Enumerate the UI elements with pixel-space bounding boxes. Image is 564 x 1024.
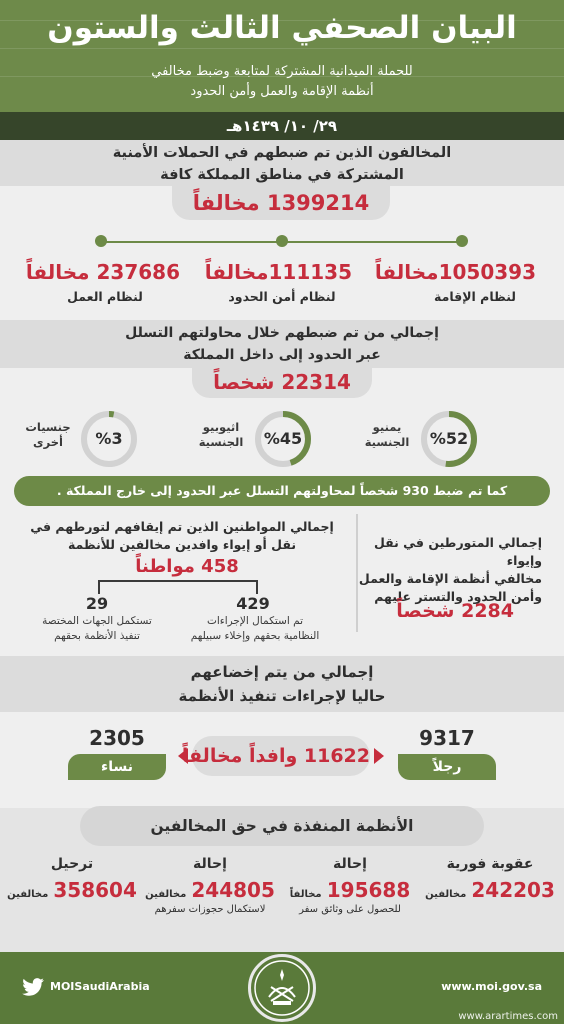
right-arrow-icon — [374, 748, 384, 764]
referral-booking-value: 244805 — [191, 878, 275, 902]
ring-yemeni-pct: %52 — [429, 429, 469, 448]
twitter-icon[interactable] — [22, 978, 44, 996]
section2-total-pill — [192, 366, 372, 398]
section4-heading — [0, 656, 564, 712]
ring-ethiopian-label — [192, 420, 250, 450]
ring-ethiopian-pct: %45 — [263, 429, 303, 448]
penalty-value: 242203 — [471, 878, 555, 902]
ring-ethiopian-label-line2: الجنسية — [198, 435, 244, 449]
timeline-dot — [95, 235, 107, 247]
exit-note-bar: كما تم ضبط 930 شخصاً لمحاولتهم التسلل عبر الحدود إلى خارج المملكة . — [14, 476, 550, 506]
sub-left-num: 29 — [85, 594, 109, 613]
ring-other-pct: %3 — [95, 429, 123, 448]
section1-heading — [0, 140, 564, 186]
deportation-row — [4, 878, 140, 902]
citizens-line1: إجمالي المواطنين الذين تم إيقافهم لتورطهم في — [30, 519, 334, 534]
header-pattern-line — [0, 48, 564, 49]
labor-label: لنظام العمل — [67, 289, 143, 304]
sub-right-num: 429 — [236, 594, 270, 613]
section4-heading-line1: إجمالي من يتم إخضاعهم — [190, 663, 374, 681]
ring-yemeni-label-line2: الجنسية — [364, 435, 410, 449]
referral-docs-item — [280, 856, 420, 915]
sub-right-line2: النظامية بحقهم وإخلاء سبيلهم — [190, 630, 320, 642]
section1-heading-line2: المشتركة في مناطق المملكة كافة — [160, 167, 404, 183]
timeline-dot — [276, 235, 288, 247]
residency-label: لنظام الإقامة — [434, 289, 516, 304]
ring-ethiopian-label-line1: اثيوبيو — [202, 420, 240, 434]
section2-total: 22314 شخصاً — [213, 370, 351, 394]
ring-other — [80, 410, 138, 468]
deportation-title: ترحيل — [50, 856, 94, 872]
penalty-row — [420, 878, 560, 902]
section4-total-pill — [181, 736, 370, 776]
section1-total: 1399214 مخالفاً — [192, 191, 370, 215]
section2-heading-line2: عبر الحدود إلى داخل المملكة — [183, 347, 381, 363]
header-band — [0, 0, 564, 112]
men-label: رجلاً — [398, 754, 496, 780]
section1-total-pill — [172, 186, 390, 220]
ring-other-label-line2: أخرى — [33, 435, 63, 449]
referral-docs-note: للحصول على وثائق سفر — [299, 904, 401, 915]
subtitle-line2: أنظمة الإقامة والعمل وأمن الحدود — [190, 84, 374, 99]
referral-booking-note: لاستكمال حجوزات سفرهم — [154, 904, 266, 915]
ring-yemeni — [420, 410, 478, 468]
referral-booking-row — [140, 878, 280, 902]
section2-heading — [0, 320, 564, 368]
section5-heading: الأنظمة المنفذة في حق المخالفين — [80, 806, 484, 846]
women-count: 2305 — [89, 726, 145, 750]
referral-docs-unit: مخالفاً — [289, 889, 322, 900]
ring-other-label-line1: جنسيات — [25, 420, 71, 434]
referral-booking-title: إحالة — [193, 856, 227, 872]
footer — [0, 952, 564, 1024]
referral-docs-title: إحالة — [333, 856, 367, 872]
ring-ethiopian — [254, 410, 312, 468]
sub-left-line2: تنفيذ الأنظمة بحقهم — [54, 630, 140, 642]
involved-line3: وأمن الحدود والتستر عليهم — [374, 589, 542, 604]
section1-heading-line1: المخالفون الذين تم ضبطهم في الحملات الأمنية — [112, 145, 452, 161]
border-label: لنظام أمن الحدود — [228, 289, 336, 304]
ring-yemeni-label-line1: يمنيو — [372, 420, 402, 434]
sub-left-text — [22, 614, 172, 644]
twitter-handle[interactable]: MOISaudiArabia — [50, 980, 150, 993]
citizens-bracket — [98, 580, 258, 594]
section2-heading-line1: إجمالي من تم ضبطهم خلال محاولتهم التسلل — [125, 325, 439, 341]
ring-yemeni-label — [360, 420, 414, 450]
watermark: www.arartimes.com — [458, 1011, 558, 1022]
citizens-line2: نقل أو إيواء وافدين مخالفين للأنظمة — [67, 537, 297, 552]
website-link[interactable]: www.moi.gov.sa — [441, 980, 542, 993]
referral-booking-unit: مخالفين — [145, 889, 187, 900]
timeline-dot — [456, 235, 468, 247]
moi-emblem-icon — [248, 954, 316, 1022]
deportation-unit: مخالفين — [7, 889, 49, 900]
page-title: البيان الصحفي الثالث والستون — [47, 10, 517, 46]
involved-total: 2284 شخصاً — [396, 600, 514, 622]
penalty-title: عقوبة فورية — [446, 856, 534, 872]
penalty-unit: مخالفين — [425, 889, 467, 900]
men-count: 9317 — [419, 726, 475, 750]
citizens-total: 458 مواطناً — [135, 556, 239, 577]
deportation-value: 358604 — [53, 878, 137, 902]
section4-heading-line2: حاليا لإجراءات تنفيذ الأنظمة — [178, 687, 386, 705]
ring-other-label — [20, 420, 76, 450]
penalty-item — [420, 856, 560, 902]
border-count: 111135مخالفاً — [204, 260, 352, 284]
sub-left-line1: تستكمل الجهات المختصة — [42, 615, 152, 627]
referral-booking-item — [140, 856, 280, 915]
labor-count: 237686 مخالفاً — [25, 260, 180, 284]
citizens-text — [22, 518, 342, 554]
referral-docs-row — [280, 878, 420, 902]
involved-text — [352, 534, 542, 606]
referral-docs-value: 195688 — [326, 878, 411, 902]
involved-line1: إجمالي المتورطين في نقل وإيواء — [373, 535, 542, 568]
sub-right-line1: تم استكمال الإجراءات — [206, 615, 303, 627]
subtitle-line1: للحملة الميدانية المشتركة لمتابعة وضبط مخالفي — [151, 64, 413, 79]
deportation-item — [4, 856, 140, 902]
involved-line2: مخالفي أنظمة الإقامة والعمل — [358, 571, 542, 586]
date-bar: ٢٩/ ١٠/ ١٤٣٩هـ — [0, 112, 564, 140]
section4-total: 11622 وافداً مخالفاً — [181, 745, 370, 767]
sub-right-text — [180, 614, 330, 644]
women-label: نساء — [68, 754, 166, 780]
residency-count: 1050393مخالفاً — [374, 260, 536, 284]
